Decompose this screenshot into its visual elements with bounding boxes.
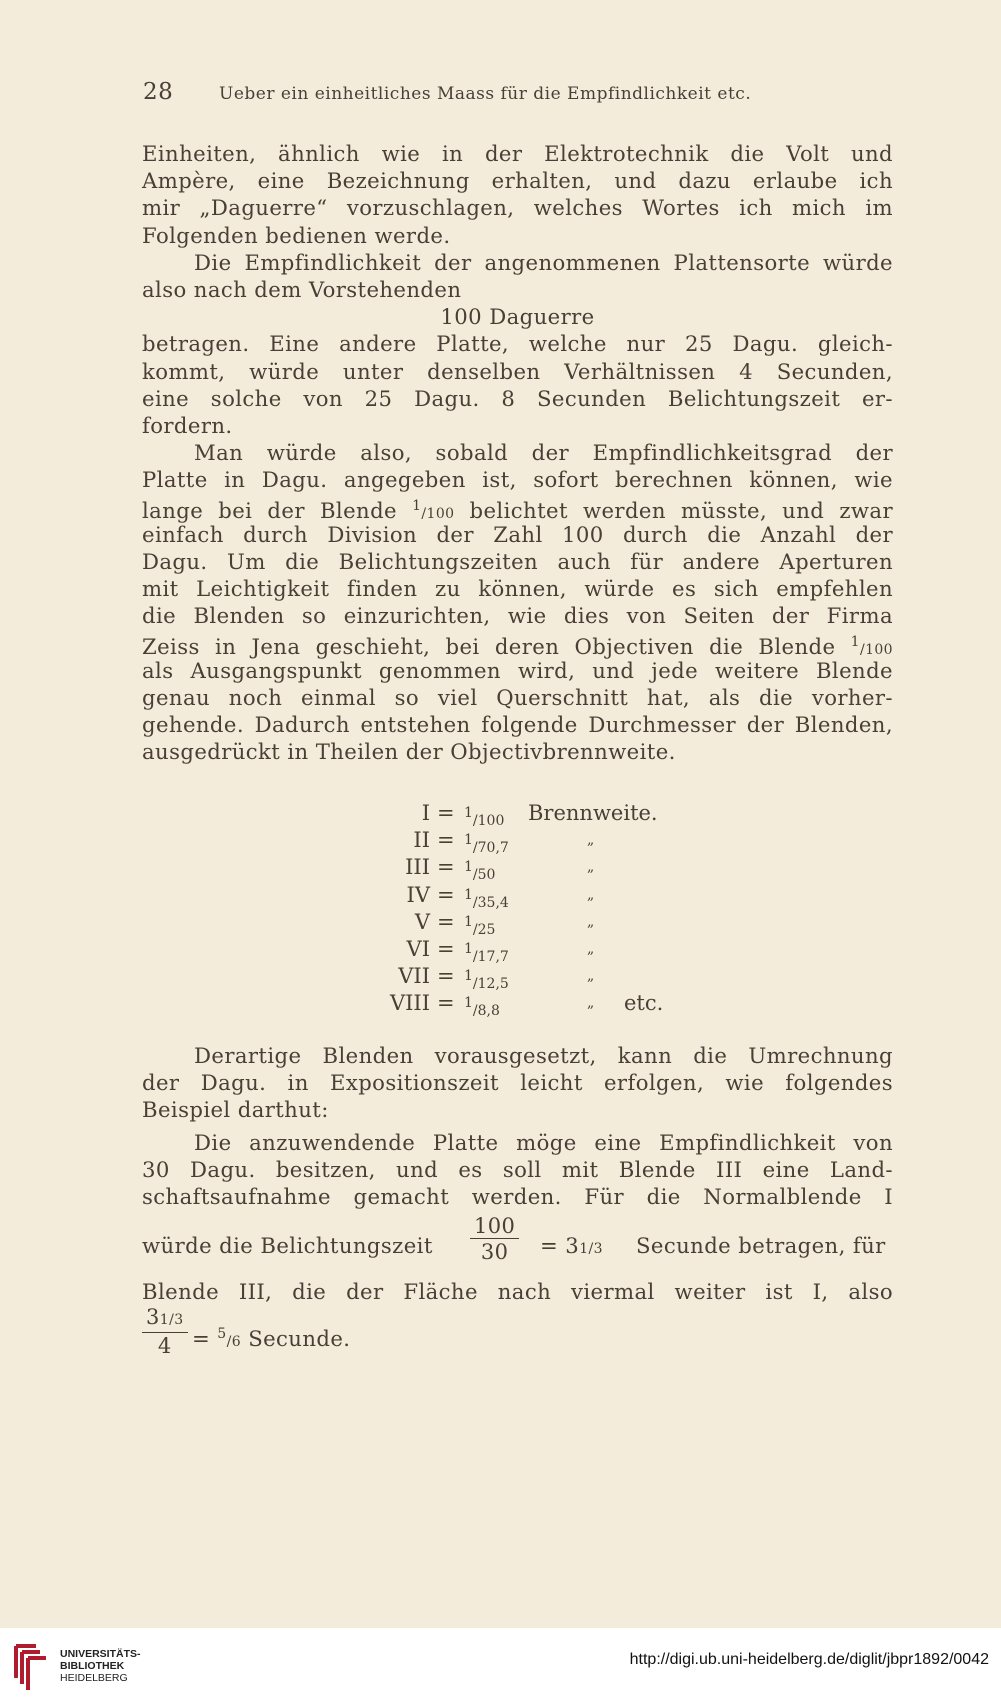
equals-sign: =: [437, 855, 455, 880]
table-row: [340, 909, 700, 936]
fraction-3-1-3-over-4: $\frac{31/3}{4}$: [142, 1305, 188, 1359]
aperture-ratio: $^1$/50: [464, 859, 496, 884]
body-text: [142, 140, 893, 765]
aperture-number: V: [414, 909, 430, 934]
text-line: Folgenden bedienen werde.: [142, 222, 451, 248]
text-line: 30 Dagu. besitzen, und es soll mit Blende III eine Land-: [142, 1156, 893, 1182]
text-line: fordern.: [142, 412, 233, 438]
text-line: Blende III, die der Fläche nach viermal weiter ist I, also: [142, 1279, 893, 1304]
centered-value: 100 Daguerre: [440, 304, 595, 330]
ditto-mark: „: [587, 859, 595, 876]
formula-suffix: Secunde betragen, für: [636, 1233, 886, 1258]
table-row: [340, 963, 700, 993]
ditto-mark: „: [587, 886, 595, 903]
text-line: ausgedrückt in Theilen der Objectivbrennweite.: [142, 739, 676, 765]
aperture-ratio: $^1$/17,7: [464, 940, 509, 965]
table-row: [340, 990, 700, 1020]
text-line: Platte in Dagu. angegeben ist, sofort berechnen können, wie: [142, 467, 893, 493]
etc-label: etc.: [624, 991, 664, 1016]
formula-prefix: würde die Belichtungszeit: [142, 1233, 433, 1258]
equals-sign: =: [437, 828, 455, 853]
formula-result: = 31/3: [540, 1233, 603, 1258]
body-text-line: [142, 1278, 893, 1305]
aperture-number: VI: [406, 936, 430, 961]
table-row: [340, 827, 700, 857]
text-line: gehende. Dadurch entstehen folgende Durchmesser der Blenden,: [142, 711, 893, 737]
aperture-number: III: [405, 855, 430, 880]
ditto-mark: „: [587, 940, 595, 957]
equals-sign: =: [437, 991, 455, 1016]
institution-name: UNIVERSITÄTS- BIBLIOTHEK HEIDELBERG: [60, 1648, 141, 1684]
equals-sign: =: [437, 909, 455, 934]
aperture-ratio: $^1$/35,4: [464, 886, 509, 911]
source-url-link[interactable]: http://digi.ub.uni-heidelberg.de/diglit/jbpr1892/0042: [629, 1651, 989, 1668]
table-row: [340, 800, 700, 827]
text-line: Man würde also, sobald der Empfindlichkeitsgrad der: [194, 440, 893, 466]
text-line: Dagu. Um die Belichtungszeiten auch für andere Aperturen: [142, 548, 893, 574]
text-line: betragen. Eine andere Platte, welche nur 25 Dagu. gleich-: [142, 331, 893, 357]
equals-sign: =: [437, 882, 455, 907]
equals-sign: =: [437, 936, 455, 961]
ditto-mark: „: [587, 832, 595, 849]
aperture-ratio: $^1$/25: [464, 913, 496, 938]
ditto-mark: „: [587, 968, 595, 985]
footer-bar: [0, 1628, 1001, 1703]
text-line: also nach dem Vorstehenden: [142, 276, 462, 302]
running-title: Ueber ein einheitliches Maass für die Empfindlichkeit etc.: [219, 84, 752, 104]
table-row: [340, 936, 700, 963]
table-row: [340, 854, 700, 884]
table-row: [340, 882, 700, 909]
text-line: einfach durch Division der Zahl 100 durch die Anzahl der: [142, 521, 893, 547]
page-number: 28: [143, 79, 174, 105]
text-line: Beispiel darthut:: [142, 1097, 329, 1123]
text-line: schaftsaufnahme gemacht werden. Für die Normalblende I: [142, 1183, 893, 1209]
aperture-number: I: [421, 801, 430, 825]
formula-result-2: = $^5$/6 Secunde.: [192, 1326, 351, 1352]
aperture-number: II: [413, 828, 430, 853]
aperture-number: VIII: [389, 991, 430, 1016]
aperture-table: [340, 800, 700, 1018]
text-line: mir „Daguerre“ vorzuschlagen, welches Wortes ich mich im: [142, 195, 893, 221]
text-line: genau noch einmal so viel Querschnitt hat, als die vorher-: [142, 684, 893, 710]
text-line: Derartige Blenden vorausgesetzt, kann die Umrechnung: [194, 1043, 893, 1068]
text-line: als Ausgangspunkt genommen wird, und jede weitere Blende: [142, 657, 893, 683]
ditto-mark: „: [587, 995, 595, 1012]
aperture-number: IV: [406, 882, 430, 907]
text-line: die Blenden so einzurichten, wie dies von Seiten der Firma: [142, 603, 893, 629]
text-line: Die Empfindlichkeit der angenommenen Plattensorte würde: [194, 249, 893, 275]
text-line: Zeiss in Jena geschieht, bei deren Objectiven die Blende $^1$/100: [142, 634, 893, 660]
aperture-ratio: $^1$/70,7: [464, 832, 509, 857]
body-text-continued: [142, 1042, 893, 1210]
text-line: Die anzuwendende Platte möge eine Empfindlichkeit von: [194, 1129, 893, 1155]
text-line: mit Leichtigkeit finden zu können, würde es sich empfehlen: [142, 576, 893, 601]
aperture-ratio: $^1$/8,8: [464, 995, 500, 1020]
text-line: der Dagu. in Expositionszeit leicht erfolgen, wie folgendes: [142, 1070, 893, 1096]
aperture-ratio: $^1$/12,5: [464, 968, 509, 993]
library-logo-icon: [10, 1638, 54, 1694]
equals-sign: =: [437, 964, 455, 989]
aperture-number: VII: [398, 964, 430, 989]
text-line: Ampère, eine Bezeichnung erhalten, und dazu erlaube ich: [142, 168, 893, 194]
aperture-ratio: $^1$/100: [464, 805, 505, 829]
ditto-mark: „: [587, 913, 595, 930]
text-line: Einheiten, ähnlich wie in der Elektrotechnik die Volt und: [142, 141, 893, 166]
fraction-100-over-30: $\frac{100}{30}$: [470, 1214, 519, 1265]
unit-label: Brennweite.: [528, 801, 658, 825]
text-line: eine solche von 25 Dagu. 8 Secunden Belichtungszeit er-: [142, 385, 893, 411]
equals-sign: =: [437, 801, 455, 825]
text-line: lange bei der Blende $^1$/100 belichtet werden müsste, und zwar: [142, 498, 893, 524]
text-line: kommt, würde unter denselben Verhältnissen 4 Secunden,: [142, 358, 893, 384]
